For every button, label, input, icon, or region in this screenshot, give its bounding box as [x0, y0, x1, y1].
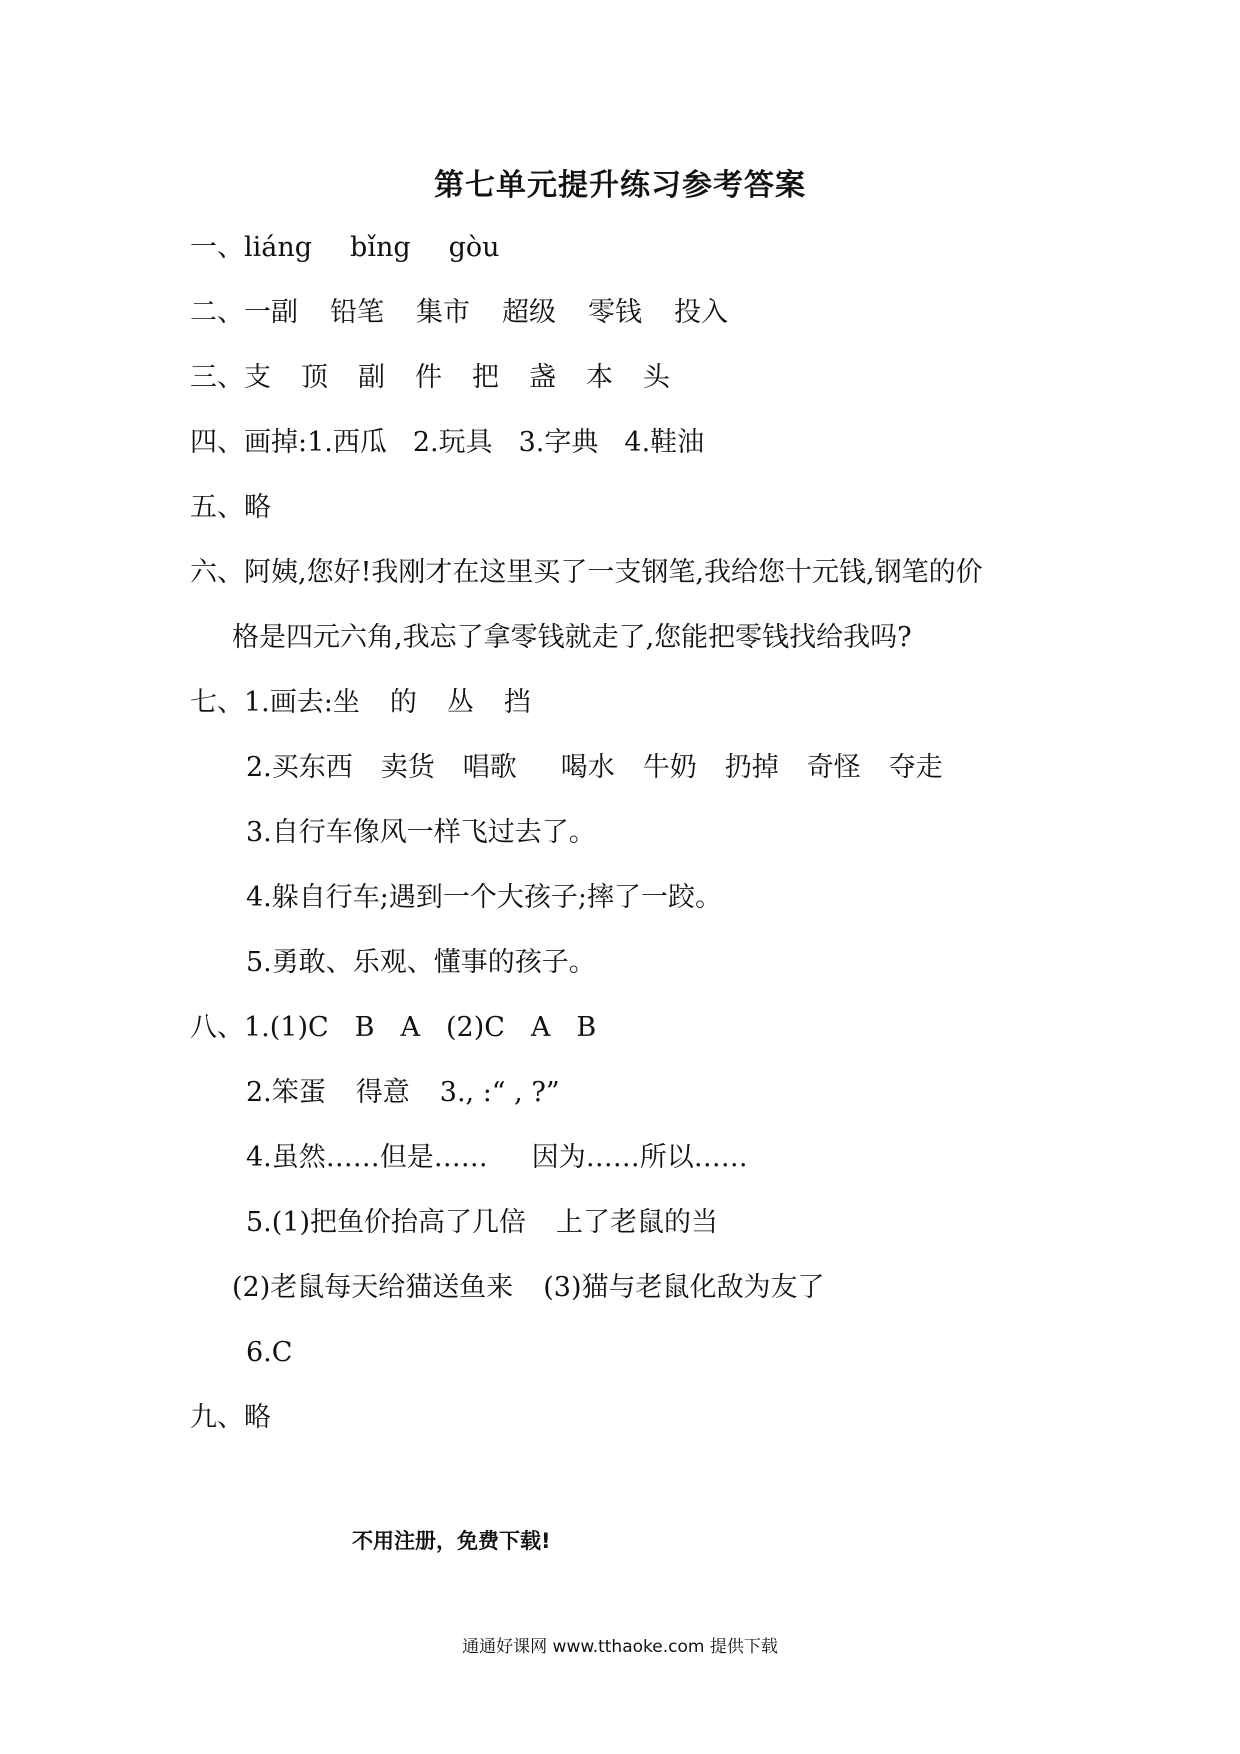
- answer-7-3: 3.自行车像风一样飞过去了。: [246, 817, 596, 848]
- answer-5: 五、略: [190, 492, 271, 523]
- answer-8-5: 5.(1)把鱼价抬高了几倍 上了老鼠的当: [246, 1207, 719, 1238]
- answer-8-2: 2.笨蛋 得意 3., :“ , ?”: [246, 1077, 560, 1108]
- answer-6-line-1: 六、阿姨,您好!我刚才在这里买了一支钢笔,我给您十元钱,钢笔的价: [190, 557, 983, 588]
- answer-2: 二、一副 铅笔 集市 超级 零钱 投入: [190, 297, 728, 328]
- answer-7-1: 七、1.画去:坐 的 丛 挡: [190, 687, 531, 718]
- download-note: 不用注册，免费下载!: [352, 1529, 551, 1553]
- answer-7-2: 2.买东西 卖货 唱歌 喝水 牛奶 扔掉 奇怪 夺走: [246, 752, 943, 783]
- answer-8-1: 八、1.(1)C B A (2)C A B: [190, 1012, 597, 1043]
- page-title: 第七单元提升练习参考答案: [434, 168, 806, 203]
- answer-8-5-cont: (2)老鼠每天给猫送鱼来 (3)猫与老鼠化敌为友了: [232, 1272, 825, 1303]
- answer-6-line-2: 格是四元六角,我忘了拿零钱就走了,您能把零钱找给我吗?: [232, 622, 912, 653]
- answer-4: 四、画掉:1.西瓜 2.玩具 3.字典 4.鞋油: [190, 427, 705, 458]
- page-footer: 通通好课网 www.tthaoke.com 提供下载: [462, 1637, 778, 1657]
- answer-7-5: 5.勇敢、乐观、懂事的孩子。: [246, 947, 596, 978]
- answer-3: 三、支 顶 副 件 把 盏 本 头: [190, 362, 670, 393]
- answer-9: 九、略: [190, 1402, 271, 1433]
- answer-8-6: 6.C: [246, 1337, 293, 1368]
- answer-8-4: 4.虽然……但是…… 因为……所以……: [246, 1142, 748, 1173]
- answer-7-4: 4.躲自行车;遇到一个大孩子;摔了一跤。: [246, 882, 722, 913]
- answer-1: 一、liáng bǐng gòu: [190, 232, 500, 263]
